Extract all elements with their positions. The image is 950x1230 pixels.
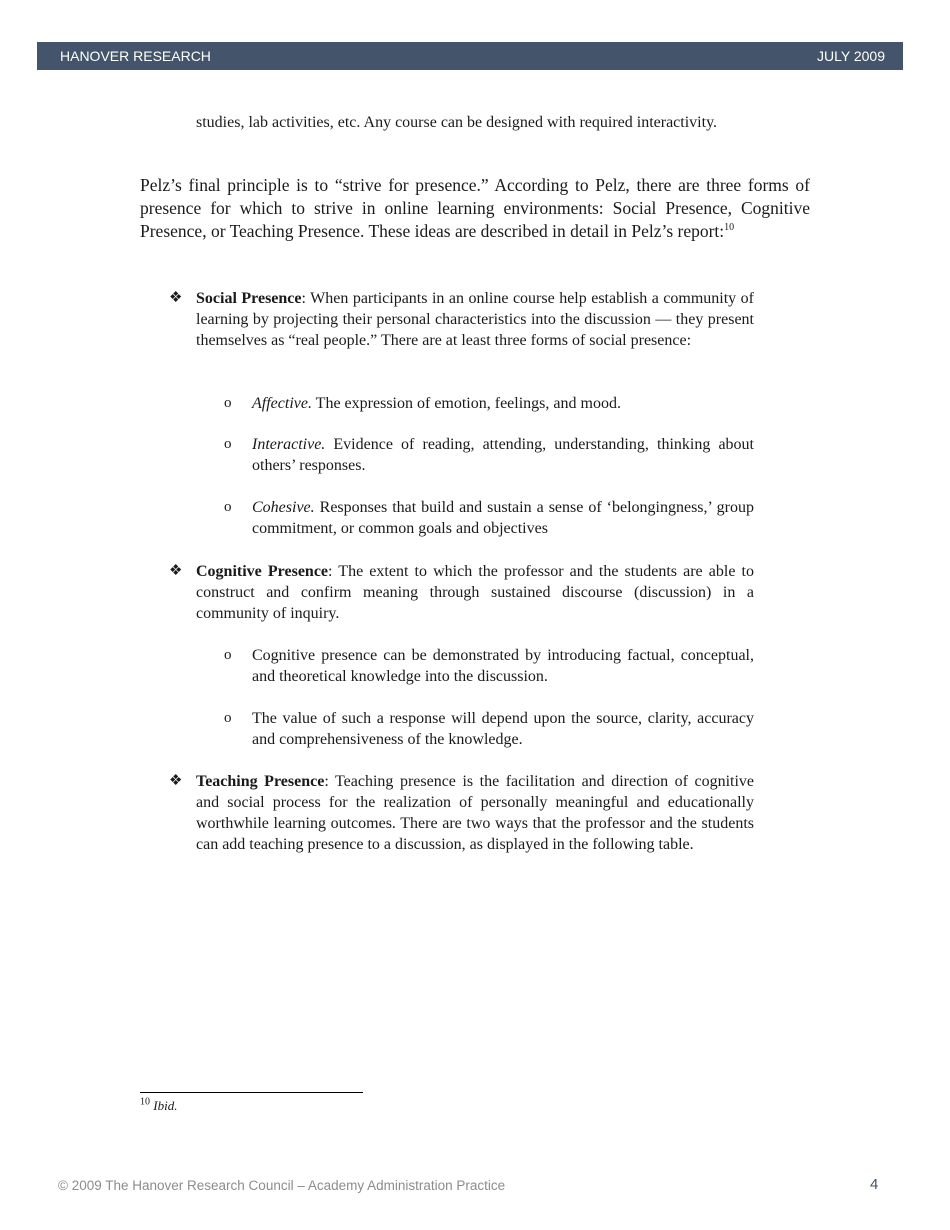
bullet-description: : When participants in an online course help establish a community of learning by projecting their personal characteristics into the discussion — they present themselves as “real people.” There are at least three forms of social presence: <box>196 290 754 349</box>
subitem-cognitive-2: The value of such a response will depend upon the source, clarity, accuracy and comprehensiveness of the knowledge. <box>252 710 754 748</box>
subitem-term: Affective. <box>252 395 312 412</box>
subitem-description: Evidence of reading, attending, understanding, thinking about others’ responses. <box>252 436 754 474</box>
main-paragraph-text: Pelz’s final principle is to “strive for presence.” According to Pelz, there are three forms of presence for which to strive in online learning environments: Social Presence, Cognitive Presence, or Teaching Presence. These ideas are described in detail in Pelz’s report: <box>140 175 810 241</box>
bullet-icon: ❖ <box>169 563 183 579</box>
sub-bullet-icon: o <box>224 436 232 452</box>
subitem-interactive <box>252 434 754 476</box>
bullet-icon: ❖ <box>169 290 183 306</box>
bullet-description: : The extent to which the professor and the students are able to construct and confirm meaning through sustained discourse (discussion) in a community of inquiry. <box>196 563 754 622</box>
footnote <box>140 1098 177 1114</box>
footnote-text: Ibid. <box>153 1098 178 1113</box>
bullet-term: Teaching Presence <box>196 773 325 790</box>
subitem-cognitive-1: Cognitive presence can be demonstrated by introducing factual, conceptual, and theoretical knowledge into the discussion. <box>252 647 754 685</box>
bullet-term: Cognitive Presence <box>196 563 329 580</box>
bullet-cognitive-presence <box>196 561 754 624</box>
sub-bullet-icon: o <box>224 710 232 726</box>
bullet-teaching-presence <box>196 771 754 855</box>
sub-bullet-icon: o <box>224 395 232 411</box>
page-number: 4 <box>870 1176 879 1193</box>
footnote-number: 10 <box>140 1096 150 1108</box>
bullet-term: Social Presence <box>196 290 302 307</box>
header-date: JULY 2009 <box>817 48 885 64</box>
subitem-cohesive <box>252 497 754 539</box>
subitem-term: Interactive. <box>252 436 326 453</box>
footnote-reference: 10 <box>724 222 735 234</box>
sub-bullet-icon: o <box>224 647 232 663</box>
continuation-paragraph: studies, lab activities, etc. Any course can be designed with required interactivity. <box>196 114 718 131</box>
page-header <box>37 42 903 70</box>
main-paragraph <box>140 174 810 243</box>
subitem-affective <box>252 393 754 414</box>
subitem-term: Cohesive. <box>252 499 315 516</box>
subitem-description: Responses that build and sustain a sense of ‘belongingness,’ group commitment, or common goals and objectives <box>252 499 754 537</box>
footnote-divider <box>140 1092 363 1093</box>
header-organization: HANOVER RESEARCH <box>60 48 211 64</box>
footer-copyright: © 2009 The Hanover Research Council – Academy Administration Practice <box>58 1178 506 1193</box>
bullet-icon: ❖ <box>169 773 183 789</box>
sub-bullet-icon: o <box>224 499 232 515</box>
subitem-description: The expression of emotion, feelings, and mood. <box>311 395 621 412</box>
bullet-description: : Teaching presence is the facilitation and direction of cognitive and social process for the realization of personally meaningful and educationally worthwhile learning outcomes. There are two ways that the professor and the students can add teaching presence to a discussion, as displayed in the following table. <box>196 773 755 853</box>
bullet-social-presence <box>196 288 754 351</box>
